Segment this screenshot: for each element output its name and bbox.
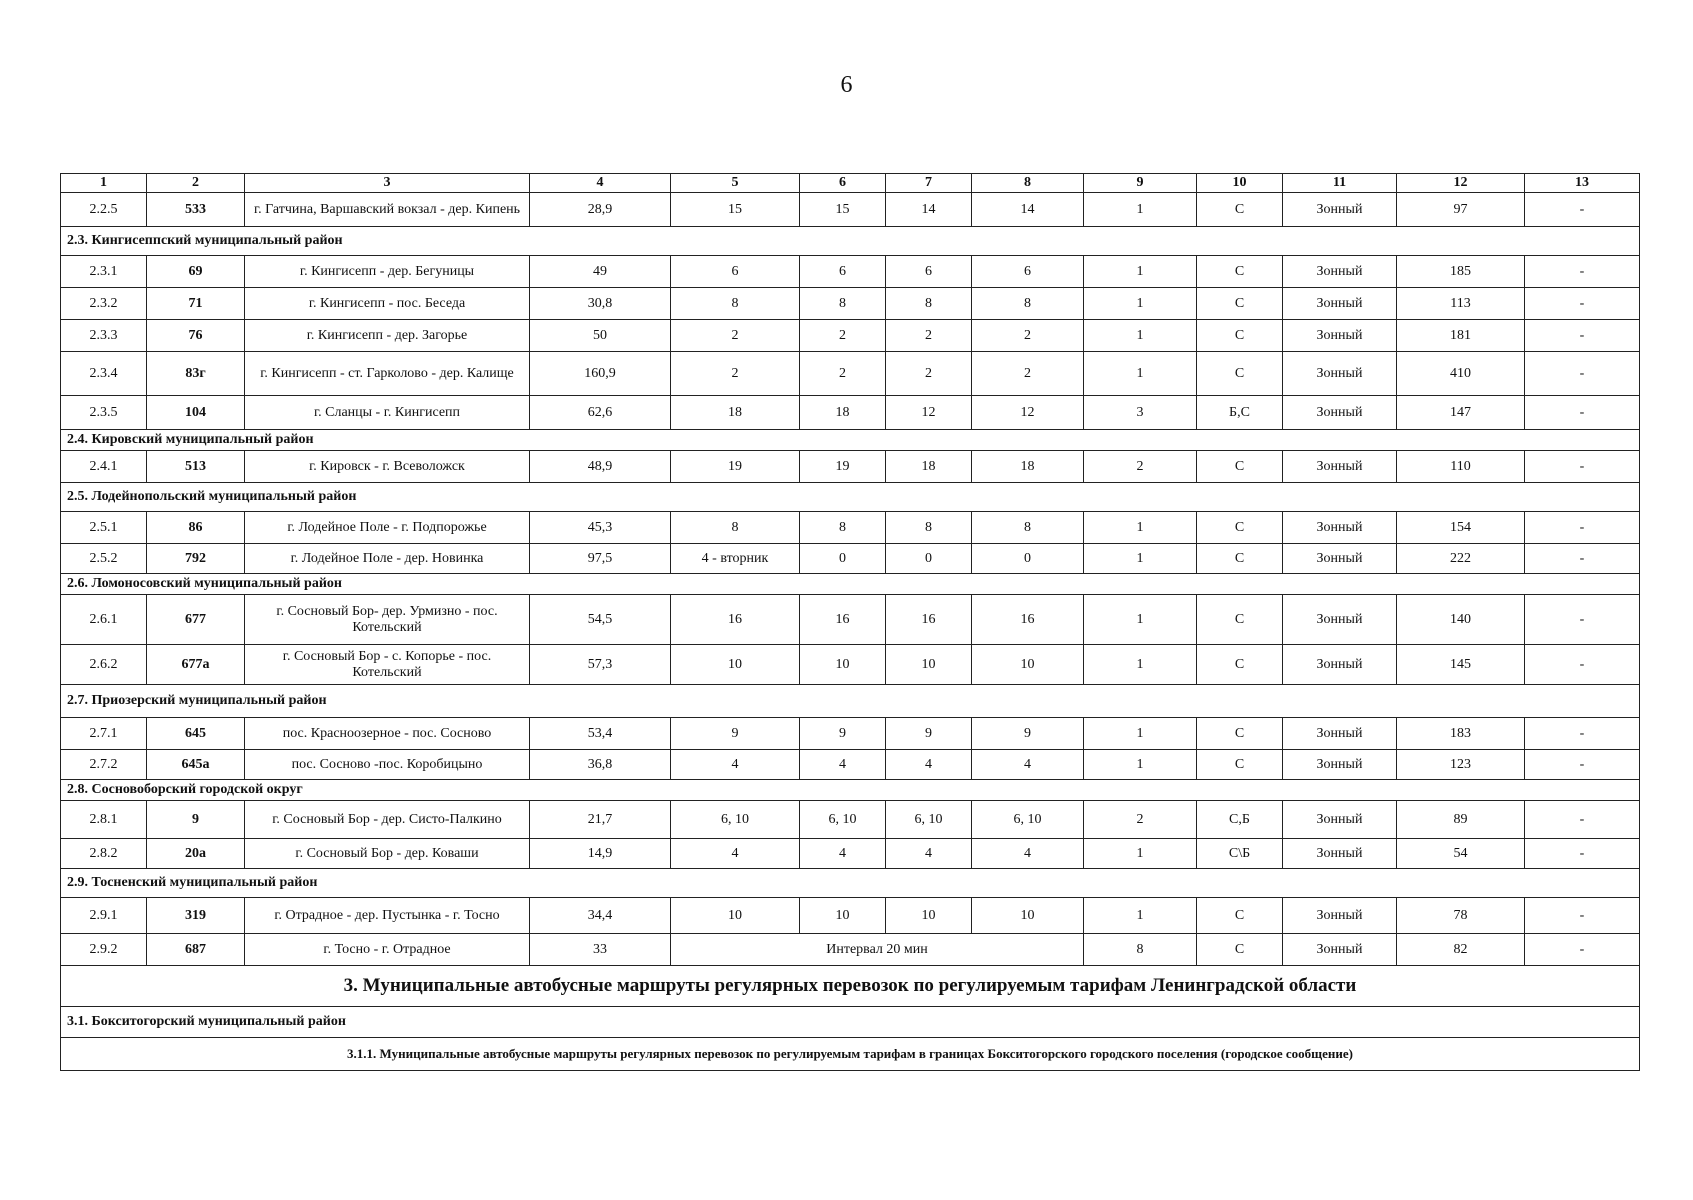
col8-cell: 14 — [972, 193, 1084, 227]
route-name-cell: г. Лодейное Поле - дер. Новинка — [245, 544, 530, 574]
route-id-cell: 2.6.1 — [61, 595, 147, 645]
header-cell: 5 — [671, 174, 800, 193]
route-name-cell: г. Сланцы - г. Кингисепп — [245, 396, 530, 430]
col12-cell: 145 — [1397, 645, 1525, 685]
col6-cell: 2 — [800, 352, 886, 396]
col13-cell: - — [1525, 352, 1640, 396]
length-cell: 28,9 — [530, 193, 671, 227]
col5-cell: 15 — [671, 193, 800, 227]
col5-cell: 8 — [671, 512, 800, 544]
header-cell: 12 — [1397, 174, 1525, 193]
routes-table-body — [61, 174, 1640, 966]
section-row — [61, 430, 1640, 451]
col12-cell: 54 — [1397, 839, 1525, 869]
col6-cell: 10 — [800, 645, 886, 685]
tariff-cell: Зонный — [1283, 839, 1397, 869]
route-name-cell: г. Сосновый Бор - с. Копорье - пос. Котельский — [245, 645, 530, 685]
class-cell: Б,С — [1197, 396, 1283, 430]
col9-cell: 1 — [1084, 750, 1197, 780]
col12-cell: 113 — [1397, 288, 1525, 320]
route-id-cell: 2.9.2 — [61, 934, 147, 966]
section-title: 2.5. Лодейнопольский муниципальный район — [61, 483, 1640, 512]
col7-cell: 18 — [886, 451, 972, 483]
col5-cell: 4 — [671, 750, 800, 780]
table-row — [61, 934, 1640, 966]
tariff-cell: Зонный — [1283, 718, 1397, 750]
length-cell: 36,8 — [530, 750, 671, 780]
col7-cell: 9 — [886, 718, 972, 750]
route-id-cell: 2.3.1 — [61, 256, 147, 288]
header-cell: 1 — [61, 174, 147, 193]
section-row — [61, 483, 1640, 512]
col13-cell: - — [1525, 839, 1640, 869]
length-cell: 62,6 — [530, 396, 671, 430]
subheading-row — [61, 1038, 1640, 1071]
class-cell: С — [1197, 288, 1283, 320]
routes-table — [60, 173, 1640, 1071]
section-title: 2.7. Приозерский муниципальный район — [61, 685, 1640, 718]
col9-cell: 1 — [1084, 352, 1197, 396]
section-row — [61, 869, 1640, 898]
col12-cell: 140 — [1397, 595, 1525, 645]
col12-cell: 181 — [1397, 320, 1525, 352]
route-name-cell: г. Кингисепп - ст. Гарколово - дер. Калище — [245, 352, 530, 396]
header-cell: 2 — [147, 174, 245, 193]
route-id-cell: 2.9.1 — [61, 898, 147, 934]
col7-cell: 2 — [886, 352, 972, 396]
col9-cell: 1 — [1084, 645, 1197, 685]
col6-cell: 16 — [800, 595, 886, 645]
col13-cell: - — [1525, 512, 1640, 544]
col9-cell: 1 — [1084, 320, 1197, 352]
tariff-cell: Зонный — [1283, 352, 1397, 396]
class-cell: С — [1197, 193, 1283, 227]
col6-cell: 8 — [800, 512, 886, 544]
route-name-cell: г. Кингисепп - дер. Бегуницы — [245, 256, 530, 288]
table-row — [61, 193, 1640, 227]
col8-cell: 10 — [972, 898, 1084, 934]
col13-cell: - — [1525, 544, 1640, 574]
class-cell: С — [1197, 352, 1283, 396]
route-name-cell: г. Кингисепп - дер. Загорье — [245, 320, 530, 352]
col8-cell: 2 — [972, 352, 1084, 396]
col12-cell: 89 — [1397, 801, 1525, 839]
table-row — [61, 718, 1640, 750]
route-number-cell: 71 — [147, 288, 245, 320]
route-name-cell: пос. Красноозерное - пос. Сосново — [245, 718, 530, 750]
table-row — [61, 512, 1640, 544]
col12-cell: 97 — [1397, 193, 1525, 227]
col6-cell: 18 — [800, 396, 886, 430]
route-id-cell: 2.8.2 — [61, 839, 147, 869]
class-cell: С — [1197, 544, 1283, 574]
length-cell: 45,3 — [530, 512, 671, 544]
length-cell: 49 — [530, 256, 671, 288]
col9-cell: 1 — [1084, 544, 1197, 574]
section-title: 2.3. Кингисеппский муниципальный район — [61, 227, 1640, 256]
col5-cell: 4 — [671, 839, 800, 869]
header-cell: 6 — [800, 174, 886, 193]
col13-cell: - — [1525, 934, 1640, 966]
col7-cell: 16 — [886, 595, 972, 645]
tariff-cell: Зонный — [1283, 934, 1397, 966]
route-number-cell: 9 — [147, 801, 245, 839]
table-row — [61, 544, 1640, 574]
length-cell: 14,9 — [530, 839, 671, 869]
route-number-cell: 533 — [147, 193, 245, 227]
length-cell: 21,7 — [530, 801, 671, 839]
class-cell: С — [1197, 320, 1283, 352]
col12-cell: 82 — [1397, 934, 1525, 966]
col12-cell: 147 — [1397, 396, 1525, 430]
section-title: 2.6. Ломоносовский муниципальный район — [61, 574, 1640, 595]
col13-cell: - — [1525, 898, 1640, 934]
col6-cell: 4 — [800, 750, 886, 780]
tariff-cell: Зонный — [1283, 645, 1397, 685]
col6-cell: 15 — [800, 193, 886, 227]
col13-cell: - — [1525, 801, 1640, 839]
route-number-cell: 677а — [147, 645, 245, 685]
table-row — [61, 451, 1640, 483]
col12-cell: 185 — [1397, 256, 1525, 288]
route-id-cell: 2.3.5 — [61, 396, 147, 430]
section-row — [61, 780, 1640, 801]
table-row — [61, 595, 1640, 645]
section-title: 2.9. Тосненский муниципальный район — [61, 869, 1640, 898]
col7-cell: 10 — [886, 898, 972, 934]
header-cell: 8 — [972, 174, 1084, 193]
routes-table-footer — [61, 966, 1640, 1071]
route-number-cell: 69 — [147, 256, 245, 288]
col5-cell: 2 — [671, 352, 800, 396]
col13-cell: - — [1525, 595, 1640, 645]
col9-cell: 1 — [1084, 193, 1197, 227]
col7-cell: 4 — [886, 839, 972, 869]
route-id-cell: 2.3.4 — [61, 352, 147, 396]
col9-cell: 1 — [1084, 256, 1197, 288]
col7-cell: 6, 10 — [886, 801, 972, 839]
col13-cell: - — [1525, 193, 1640, 227]
route-id-cell: 2.4.1 — [61, 451, 147, 483]
route-number-cell: 513 — [147, 451, 245, 483]
col8-cell: 9 — [972, 718, 1084, 750]
route-number-cell: 104 — [147, 396, 245, 430]
col6-cell: 10 — [800, 898, 886, 934]
col12-cell: 154 — [1397, 512, 1525, 544]
section-row — [61, 227, 1640, 256]
table-row — [61, 750, 1640, 780]
col6-cell: 6, 10 — [800, 801, 886, 839]
route-id-cell: 2.6.2 — [61, 645, 147, 685]
route-number-cell: 76 — [147, 320, 245, 352]
col9-cell: 1 — [1084, 898, 1197, 934]
length-cell: 57,3 — [530, 645, 671, 685]
table-row — [61, 801, 1640, 839]
class-cell: С — [1197, 256, 1283, 288]
route-name-cell: г. Лодейное Поле - г. Подпорожье — [245, 512, 530, 544]
tariff-cell: Зонный — [1283, 451, 1397, 483]
class-cell: С — [1197, 451, 1283, 483]
route-name-cell: г. Тосно - г. Отрадное — [245, 934, 530, 966]
route-number-cell: 86 — [147, 512, 245, 544]
col7-cell: 8 — [886, 512, 972, 544]
class-cell: С — [1197, 934, 1283, 966]
col8-cell: 8 — [972, 288, 1084, 320]
class-cell: С — [1197, 718, 1283, 750]
route-name-cell: г. Кировск - г. Всеволожск — [245, 451, 530, 483]
col7-cell: 8 — [886, 288, 972, 320]
section-3-heading: 3. Муниципальные автобусные маршруты регулярных перевозок по регулируемым тарифам Ленинградской области — [61, 966, 1640, 1007]
col5-cell: 16 — [671, 595, 800, 645]
route-id-cell: 2.3.2 — [61, 288, 147, 320]
route-id-cell: 2.5.1 — [61, 512, 147, 544]
route-name-cell: г. Сосновый Бор- дер. Урмизно - пос. Котельский — [245, 595, 530, 645]
col9-cell: 2 — [1084, 801, 1197, 839]
tariff-cell: Зонный — [1283, 320, 1397, 352]
col5-cell: 4 - вторник — [671, 544, 800, 574]
col7-cell: 0 — [886, 544, 972, 574]
col8-cell: 4 — [972, 839, 1084, 869]
header-cell: 9 — [1084, 174, 1197, 193]
route-name-cell: пос. Сосново -пос. Коробицыно — [245, 750, 530, 780]
route-number-cell: 677 — [147, 595, 245, 645]
length-cell: 160,9 — [530, 352, 671, 396]
col13-cell: - — [1525, 451, 1640, 483]
route-number-cell: 319 — [147, 898, 245, 934]
col8-cell: 10 — [972, 645, 1084, 685]
section-title: 2.4. Кировский муниципальный район — [61, 430, 1640, 451]
table-row — [61, 839, 1640, 869]
tariff-cell: Зонный — [1283, 544, 1397, 574]
header-cell: 7 — [886, 174, 972, 193]
route-id-cell: 2.7.1 — [61, 718, 147, 750]
route-id-cell: 2.2.5 — [61, 193, 147, 227]
table-row — [61, 898, 1640, 934]
col13-cell: - — [1525, 320, 1640, 352]
col12-cell: 78 — [1397, 898, 1525, 934]
section-row — [61, 1007, 1640, 1038]
col5-cell: 9 — [671, 718, 800, 750]
col6-cell: 4 — [800, 839, 886, 869]
col12-cell: 410 — [1397, 352, 1525, 396]
route-id-cell: 2.3.3 — [61, 320, 147, 352]
col6-cell: 9 — [800, 718, 886, 750]
col13-cell: - — [1525, 750, 1640, 780]
col5-cell: 10 — [671, 898, 800, 934]
table-row — [61, 645, 1640, 685]
col6-cell: 2 — [800, 320, 886, 352]
col6-cell: 0 — [800, 544, 886, 574]
length-cell: 34,4 — [530, 898, 671, 934]
tariff-cell: Зонный — [1283, 256, 1397, 288]
col6-cell: 19 — [800, 451, 886, 483]
route-name-cell: г. Кингисепп - пос. Беседа — [245, 288, 530, 320]
class-cell: С — [1197, 512, 1283, 544]
col5-cell: 6 — [671, 256, 800, 288]
route-name-cell: г. Сосновый Бор - дер. Коваши — [245, 839, 530, 869]
class-cell: С,Б — [1197, 801, 1283, 839]
interval-cell: Интервал 20 мин — [671, 934, 1084, 966]
col9-cell: 1 — [1084, 512, 1197, 544]
tariff-cell: Зонный — [1283, 288, 1397, 320]
col5-cell: 10 — [671, 645, 800, 685]
route-id-cell: 2.7.2 — [61, 750, 147, 780]
col8-cell: 6 — [972, 256, 1084, 288]
col5-cell: 18 — [671, 396, 800, 430]
col7-cell: 6 — [886, 256, 972, 288]
route-number-cell: 645 — [147, 718, 245, 750]
tariff-cell: Зонный — [1283, 801, 1397, 839]
col12-cell: 222 — [1397, 544, 1525, 574]
col5-cell: 19 — [671, 451, 800, 483]
col9-cell: 1 — [1084, 288, 1197, 320]
section-row — [61, 685, 1640, 718]
col9-cell: 1 — [1084, 595, 1197, 645]
length-cell: 97,5 — [530, 544, 671, 574]
tariff-cell: Зонный — [1283, 396, 1397, 430]
col9-cell: 1 — [1084, 718, 1197, 750]
col7-cell: 2 — [886, 320, 972, 352]
route-name-cell: г. Сосновый Бор - дер. Систо-Палкино — [245, 801, 530, 839]
col8-cell: 4 — [972, 750, 1084, 780]
heading-3-row — [61, 966, 1640, 1007]
tariff-cell: Зонный — [1283, 595, 1397, 645]
section-3-1-title: 3.1. Бокситогорский муниципальный район — [61, 1007, 1640, 1038]
header-cell: 3 — [245, 174, 530, 193]
col13-cell: - — [1525, 256, 1640, 288]
col7-cell: 10 — [886, 645, 972, 685]
col13-cell: - — [1525, 396, 1640, 430]
col13-cell: - — [1525, 718, 1640, 750]
section-title: 2.8. Сосновоборский городской округ — [61, 780, 1640, 801]
col13-cell: - — [1525, 288, 1640, 320]
tariff-cell: Зонный — [1283, 193, 1397, 227]
col7-cell: 12 — [886, 396, 972, 430]
length-cell: 50 — [530, 320, 671, 352]
col5-cell: 2 — [671, 320, 800, 352]
col8-cell: 12 — [972, 396, 1084, 430]
section-3-1-1-subheading: 3.1.1. Муниципальные автобусные маршруты регулярных перевозок по регулируемым тарифам в границах Бокситогорского городского поселения (городское сообщение) — [61, 1038, 1640, 1071]
table-row — [61, 288, 1640, 320]
col8-cell: 0 — [972, 544, 1084, 574]
col5-cell: 6, 10 — [671, 801, 800, 839]
table-row — [61, 396, 1640, 430]
col6-cell: 6 — [800, 256, 886, 288]
route-number-cell: 792 — [147, 544, 245, 574]
length-cell: 33 — [530, 934, 671, 966]
class-cell: С — [1197, 595, 1283, 645]
col13-cell: - — [1525, 645, 1640, 685]
length-cell: 30,8 — [530, 288, 671, 320]
col9-cell: 3 — [1084, 396, 1197, 430]
col9-cell: 1 — [1084, 839, 1197, 869]
route-number-cell: 687 — [147, 934, 245, 966]
page-number: 6 — [840, 72, 853, 98]
tariff-cell: Зонный — [1283, 898, 1397, 934]
header-cell: 4 — [530, 174, 671, 193]
length-cell: 48,9 — [530, 451, 671, 483]
col8-cell: 8 — [972, 512, 1084, 544]
col8-cell: 2 — [972, 320, 1084, 352]
class-cell: С\Б — [1197, 839, 1283, 869]
route-name-cell: г. Гатчина, Варшавский вокзал - дер. Кипень — [245, 193, 530, 227]
col5-cell: 8 — [671, 288, 800, 320]
header-cell: 13 — [1525, 174, 1640, 193]
col7-cell: 14 — [886, 193, 972, 227]
route-number-cell: 83г — [147, 352, 245, 396]
column-number-header-row — [61, 174, 1640, 193]
header-cell: 10 — [1197, 174, 1283, 193]
col9-cell: 2 — [1084, 451, 1197, 483]
col9-cell: 8 — [1084, 934, 1197, 966]
route-number-cell: 20а — [147, 839, 245, 869]
class-cell: С — [1197, 898, 1283, 934]
col7-cell: 4 — [886, 750, 972, 780]
route-id-cell: 2.5.2 — [61, 544, 147, 574]
col8-cell: 16 — [972, 595, 1084, 645]
route-name-cell: г. Отрадное - дер. Пустынка - г. Тосно — [245, 898, 530, 934]
col12-cell: 110 — [1397, 451, 1525, 483]
tariff-cell: Зонный — [1283, 750, 1397, 780]
route-id-cell: 2.8.1 — [61, 801, 147, 839]
header-cell: 11 — [1283, 174, 1397, 193]
col8-cell: 6, 10 — [972, 801, 1084, 839]
col6-cell: 8 — [800, 288, 886, 320]
col8-cell: 18 — [972, 451, 1084, 483]
class-cell: С — [1197, 750, 1283, 780]
table-row — [61, 320, 1640, 352]
table-row — [61, 352, 1640, 396]
table-row — [61, 256, 1640, 288]
col12-cell: 123 — [1397, 750, 1525, 780]
length-cell: 53,4 — [530, 718, 671, 750]
route-number-cell: 645а — [147, 750, 245, 780]
section-row — [61, 574, 1640, 595]
class-cell: С — [1197, 645, 1283, 685]
tariff-cell: Зонный — [1283, 512, 1397, 544]
col12-cell: 183 — [1397, 718, 1525, 750]
length-cell: 54,5 — [530, 595, 671, 645]
